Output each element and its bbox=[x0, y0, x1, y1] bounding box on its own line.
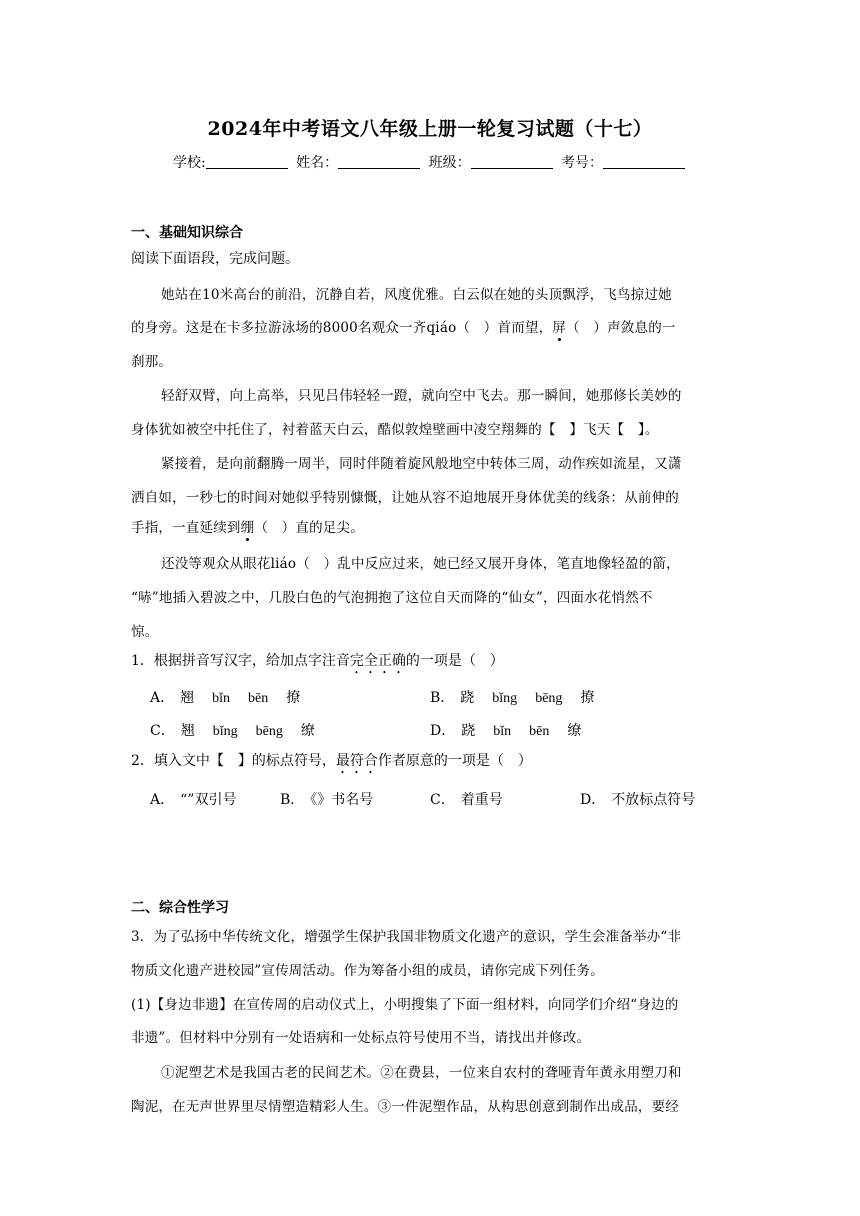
student-info-row bbox=[0, 152, 860, 172]
q2-option-c[interactable]: C． 着重号 bbox=[430, 792, 503, 808]
name-label: 姓名： bbox=[296, 155, 339, 171]
q1-option-d[interactable]: D． 跷 bǐn bēn 缭 bbox=[430, 723, 582, 739]
question-3-line: 3．为了弘扬中华传统文化，增强学生保护我国非物质文化遗产的意识，学生会准备举办“非 bbox=[131, 929, 682, 945]
q1-option-b[interactable]: B． 跷 bǐng bēng 撩 bbox=[430, 690, 595, 706]
emphasis-dots: 最符合 bbox=[335, 753, 378, 769]
class-label: 班级： bbox=[428, 155, 471, 171]
passage-line: 的身旁。这是在卡多拉游泳场的8000名观众一齐qiáo（ ）首而望，屏（ ）声敛息的一 bbox=[131, 320, 676, 336]
passage-line: 惊。 bbox=[131, 624, 159, 640]
instruction-text: 阅读下面语段，完成问题。 bbox=[131, 251, 299, 267]
sub-question-line: (1)【身边非遗】在宣传周的启动仪式上，小明搜集了下面一组材料，向同学们介绍“身边的 bbox=[131, 997, 679, 1013]
page-title: 2024年中考语文八年级上册一轮复习试题（十七） bbox=[207, 118, 653, 140]
id-label: 考号： bbox=[561, 155, 604, 171]
dotted-char: 绷 bbox=[240, 520, 255, 536]
passage-line: 紧接着，是向前翻腾一周半，同时伴随着旋风般地空中转体三周，动作疾如流星，又潇 bbox=[161, 456, 682, 472]
section-2-heading: 二、综合性学习 bbox=[131, 900, 229, 916]
passage-line: 身体犹如被空中托住了，衬着蓝天白云，酷似敦煌壁画中凌空翔舞的【 】飞天【 】。 bbox=[131, 422, 659, 438]
school-label: 学校: bbox=[172, 155, 206, 171]
passage-line: 她站在10米高台的前沿，沉静自若，风度优雅。白云似在她的头顶飘浮，飞鸟掠过她 bbox=[161, 287, 672, 303]
sub-question-line: 非遗”。但材料中分别有一处语病和一处标点符号使用不当，请找出并修改。 bbox=[131, 1030, 591, 1046]
q2-option-b[interactable]: B． 《》书名号 bbox=[280, 792, 374, 808]
section-1-heading: 一、基础知识综合 bbox=[131, 225, 243, 241]
passage-line: 刹那。 bbox=[131, 354, 173, 370]
passage-line: 轻舒双臂，向上高举，只见吕伟轻轻一蹬，就向空中飞去。那一瞬间，她那修长美妙的 bbox=[161, 388, 682, 404]
question-2: 2．填入文中【 】的标点符号，最符合作者原意的一项是（ ） bbox=[131, 753, 532, 769]
q2-option-d[interactable]: D． 不放标点符号 bbox=[580, 792, 696, 808]
q1-option-c[interactable]: C． 翘 bǐng bēng 缭 bbox=[150, 723, 315, 739]
q1-option-a[interactable]: A． 翘 bǐn bēn 撩 bbox=[150, 690, 301, 706]
passage-line: 洒自如，一秒七的时间对她似乎特别慷慨，让她从容不迫地展开身体优美的线条：从前伸的 bbox=[131, 490, 679, 506]
emphasis-dots: 完全正确 bbox=[349, 653, 406, 669]
name-field[interactable] bbox=[338, 154, 420, 169]
question-3-line: 物质文化遗产进校园”宣传周活动。作为筹备小组的成员，请你完成下列任务。 bbox=[131, 963, 604, 979]
class-field[interactable] bbox=[471, 154, 553, 169]
school-field[interactable] bbox=[206, 154, 288, 169]
passage-line: 还没等观众从眼花liáo（ ）乱中反应过来，她已经又展开身体，笔直地像轻盈的箭， bbox=[161, 556, 680, 572]
dotted-char: 屏 bbox=[552, 320, 566, 336]
material-line: ①泥塑艺术是我国古老的民间艺术。②在费县，一位来自农村的聋哑青年黄永用塑刀和 bbox=[161, 1065, 682, 1081]
passage-line: 手指，一直延续到绷（ ）直的足尖。 bbox=[131, 520, 364, 536]
passage-line: “哧”地插入碧波之中，几股白色的气泡拥抱了这位自天而降的“仙女”，四面水花悄然不 bbox=[131, 590, 653, 606]
material-line: 陶泥，在无声世界里尽情塑造精彩人生。③一件泥塑作品，从构思创意到制作出成品，要经 bbox=[131, 1099, 679, 1115]
q2-option-a[interactable]: A． “”双引号 bbox=[150, 792, 237, 808]
id-field[interactable] bbox=[603, 154, 685, 169]
question-1: 1．根据拼音写汉字，给加点字注音完全正确的一项是（ ） bbox=[131, 653, 504, 669]
